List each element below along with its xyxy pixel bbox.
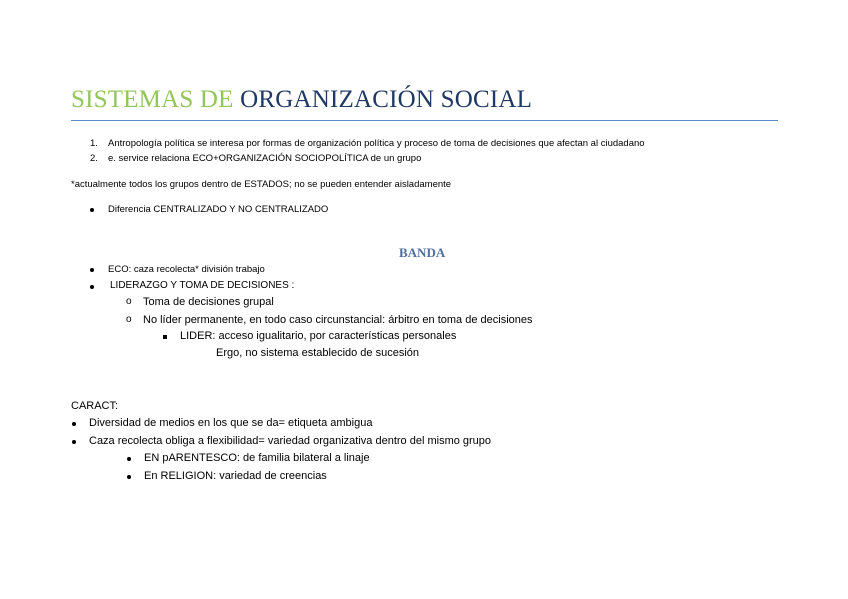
bullet-icon bbox=[90, 268, 94, 272]
bullet-icon bbox=[127, 457, 131, 461]
list-number-1: 1. bbox=[90, 138, 98, 149]
list-number-2: 2. bbox=[90, 153, 98, 164]
caract-item-1: Diversidad de medios en los que se da= etiqueta ambigua bbox=[89, 417, 373, 429]
bullet-diferencia: Diferencia CENTRALIZADO Y NO CENTRALIZADO bbox=[108, 204, 329, 215]
circle-bullet-icon: o bbox=[126, 296, 132, 307]
title-underline bbox=[71, 120, 778, 121]
bullet-icon bbox=[90, 208, 94, 212]
banda-ergo: Ergo, no sistema establecido de sucesión bbox=[216, 347, 420, 359]
title-part-2: ORGANIZACIÓN SOCIAL bbox=[240, 86, 533, 113]
circle-bullet-icon: o bbox=[126, 314, 132, 325]
caract-label: CARACT: bbox=[71, 400, 119, 412]
bullet-icon bbox=[90, 285, 94, 289]
caract-item-2: Caza recolecta obliga a flexibilidad= variedad organizativa dentro del mismo grupo bbox=[89, 435, 492, 447]
title-part-1: SISTEMAS DE bbox=[71, 86, 234, 113]
numbered-item-2: e. service relaciona ECO+ORGANIZACIÓN SOCIOPOLÍTICA de un grupo bbox=[108, 153, 422, 164]
square-bullet-icon bbox=[163, 335, 167, 339]
banda-eco: ECO: caza recolecta* división trabajo bbox=[108, 264, 265, 275]
caract-sub-1: EN pARENTESCO: de familia bilateral a linaje bbox=[144, 452, 370, 464]
banda-sub-2: No líder permanente, en todo caso circunstancial: árbitro en toma de decisiones bbox=[143, 314, 533, 326]
caract-sub-2: En RELIGION: variedad de creencias bbox=[144, 470, 327, 482]
page-title bbox=[71, 86, 532, 114]
bullet-icon bbox=[127, 475, 131, 479]
banda-lider: LIDER: acceso igualitario, por características personales bbox=[180, 330, 457, 342]
bullet-icon bbox=[72, 422, 76, 426]
banda-liderazgo: LIDERAZGO Y TOMA DE DECISIONES : bbox=[110, 280, 295, 291]
numbered-item-1: Antropología política se interesa por formas de organización política y proceso de toma de decisiones que afectan al ciudadano bbox=[108, 138, 645, 149]
bullet-icon bbox=[72, 440, 76, 444]
section-heading-banda: BANDA bbox=[399, 245, 446, 260]
note-text: *actualmente todos los grupos dentro de ESTADOS; no se pueden entender aisladamente bbox=[71, 179, 452, 190]
banda-sub-1: Toma de decisiones grupal bbox=[143, 296, 274, 308]
